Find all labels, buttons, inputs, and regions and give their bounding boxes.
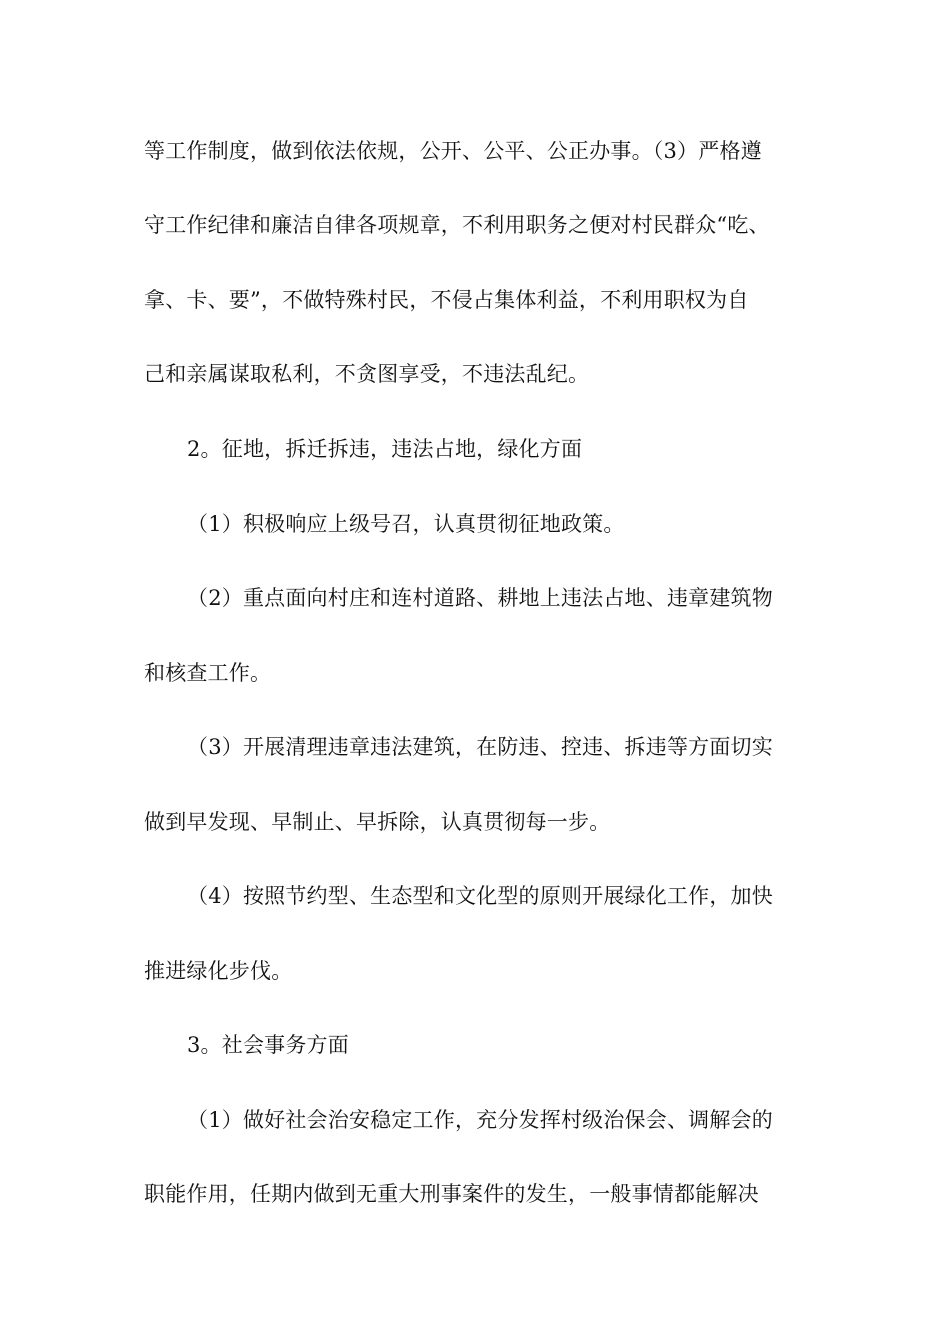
text-line: 推进绿化步伐。 [144,959,293,983]
text-line: 职能作用，任期内做到无重大刑事案件的发生，一般事情都能解决 [144,1182,759,1206]
text-line: 己和亲属谋取私利，不贪图享受，不违法乱纪。 [144,362,590,386]
text-line: （4）按照节约型、生态型和文化型的原则开展绿化工作，加快 [187,884,773,908]
text-line: （2）重点面向村庄和连村道路、耕地上违法占地、违章建筑物 [187,586,773,610]
section-heading: 2。征地，拆迁拆违，违法占地，绿化方面 [187,437,583,461]
text-line: （3）开展清理违章违法建筑，在防违、控违、拆违等方面切实 [187,735,773,759]
text-line: 守工作纪律和廉洁自律各项规章，不利用职务之便对村民群众“吃、 [144,213,770,237]
text-line: （1）积极响应上级号召，认真贯彻征地政策。 [187,512,625,536]
text-line: 等工作制度，做到依法依规，公开、公平、公正办事。（3）严格遵 [144,139,762,163]
text-line: 做到早发现、早制止、早拆除，认真贯彻每一步。 [144,810,611,834]
text-line: 拿、卡、要”，不做特殊村民，不侵占集体利益，不利用职权为自 [144,288,749,312]
text-line: （1）做好社会治安稳定工作，充分发挥村级治保会、调解会的 [187,1108,773,1132]
text-line: 和核查工作。 [144,661,272,685]
section-heading: 3。社会事务方面 [187,1033,349,1057]
